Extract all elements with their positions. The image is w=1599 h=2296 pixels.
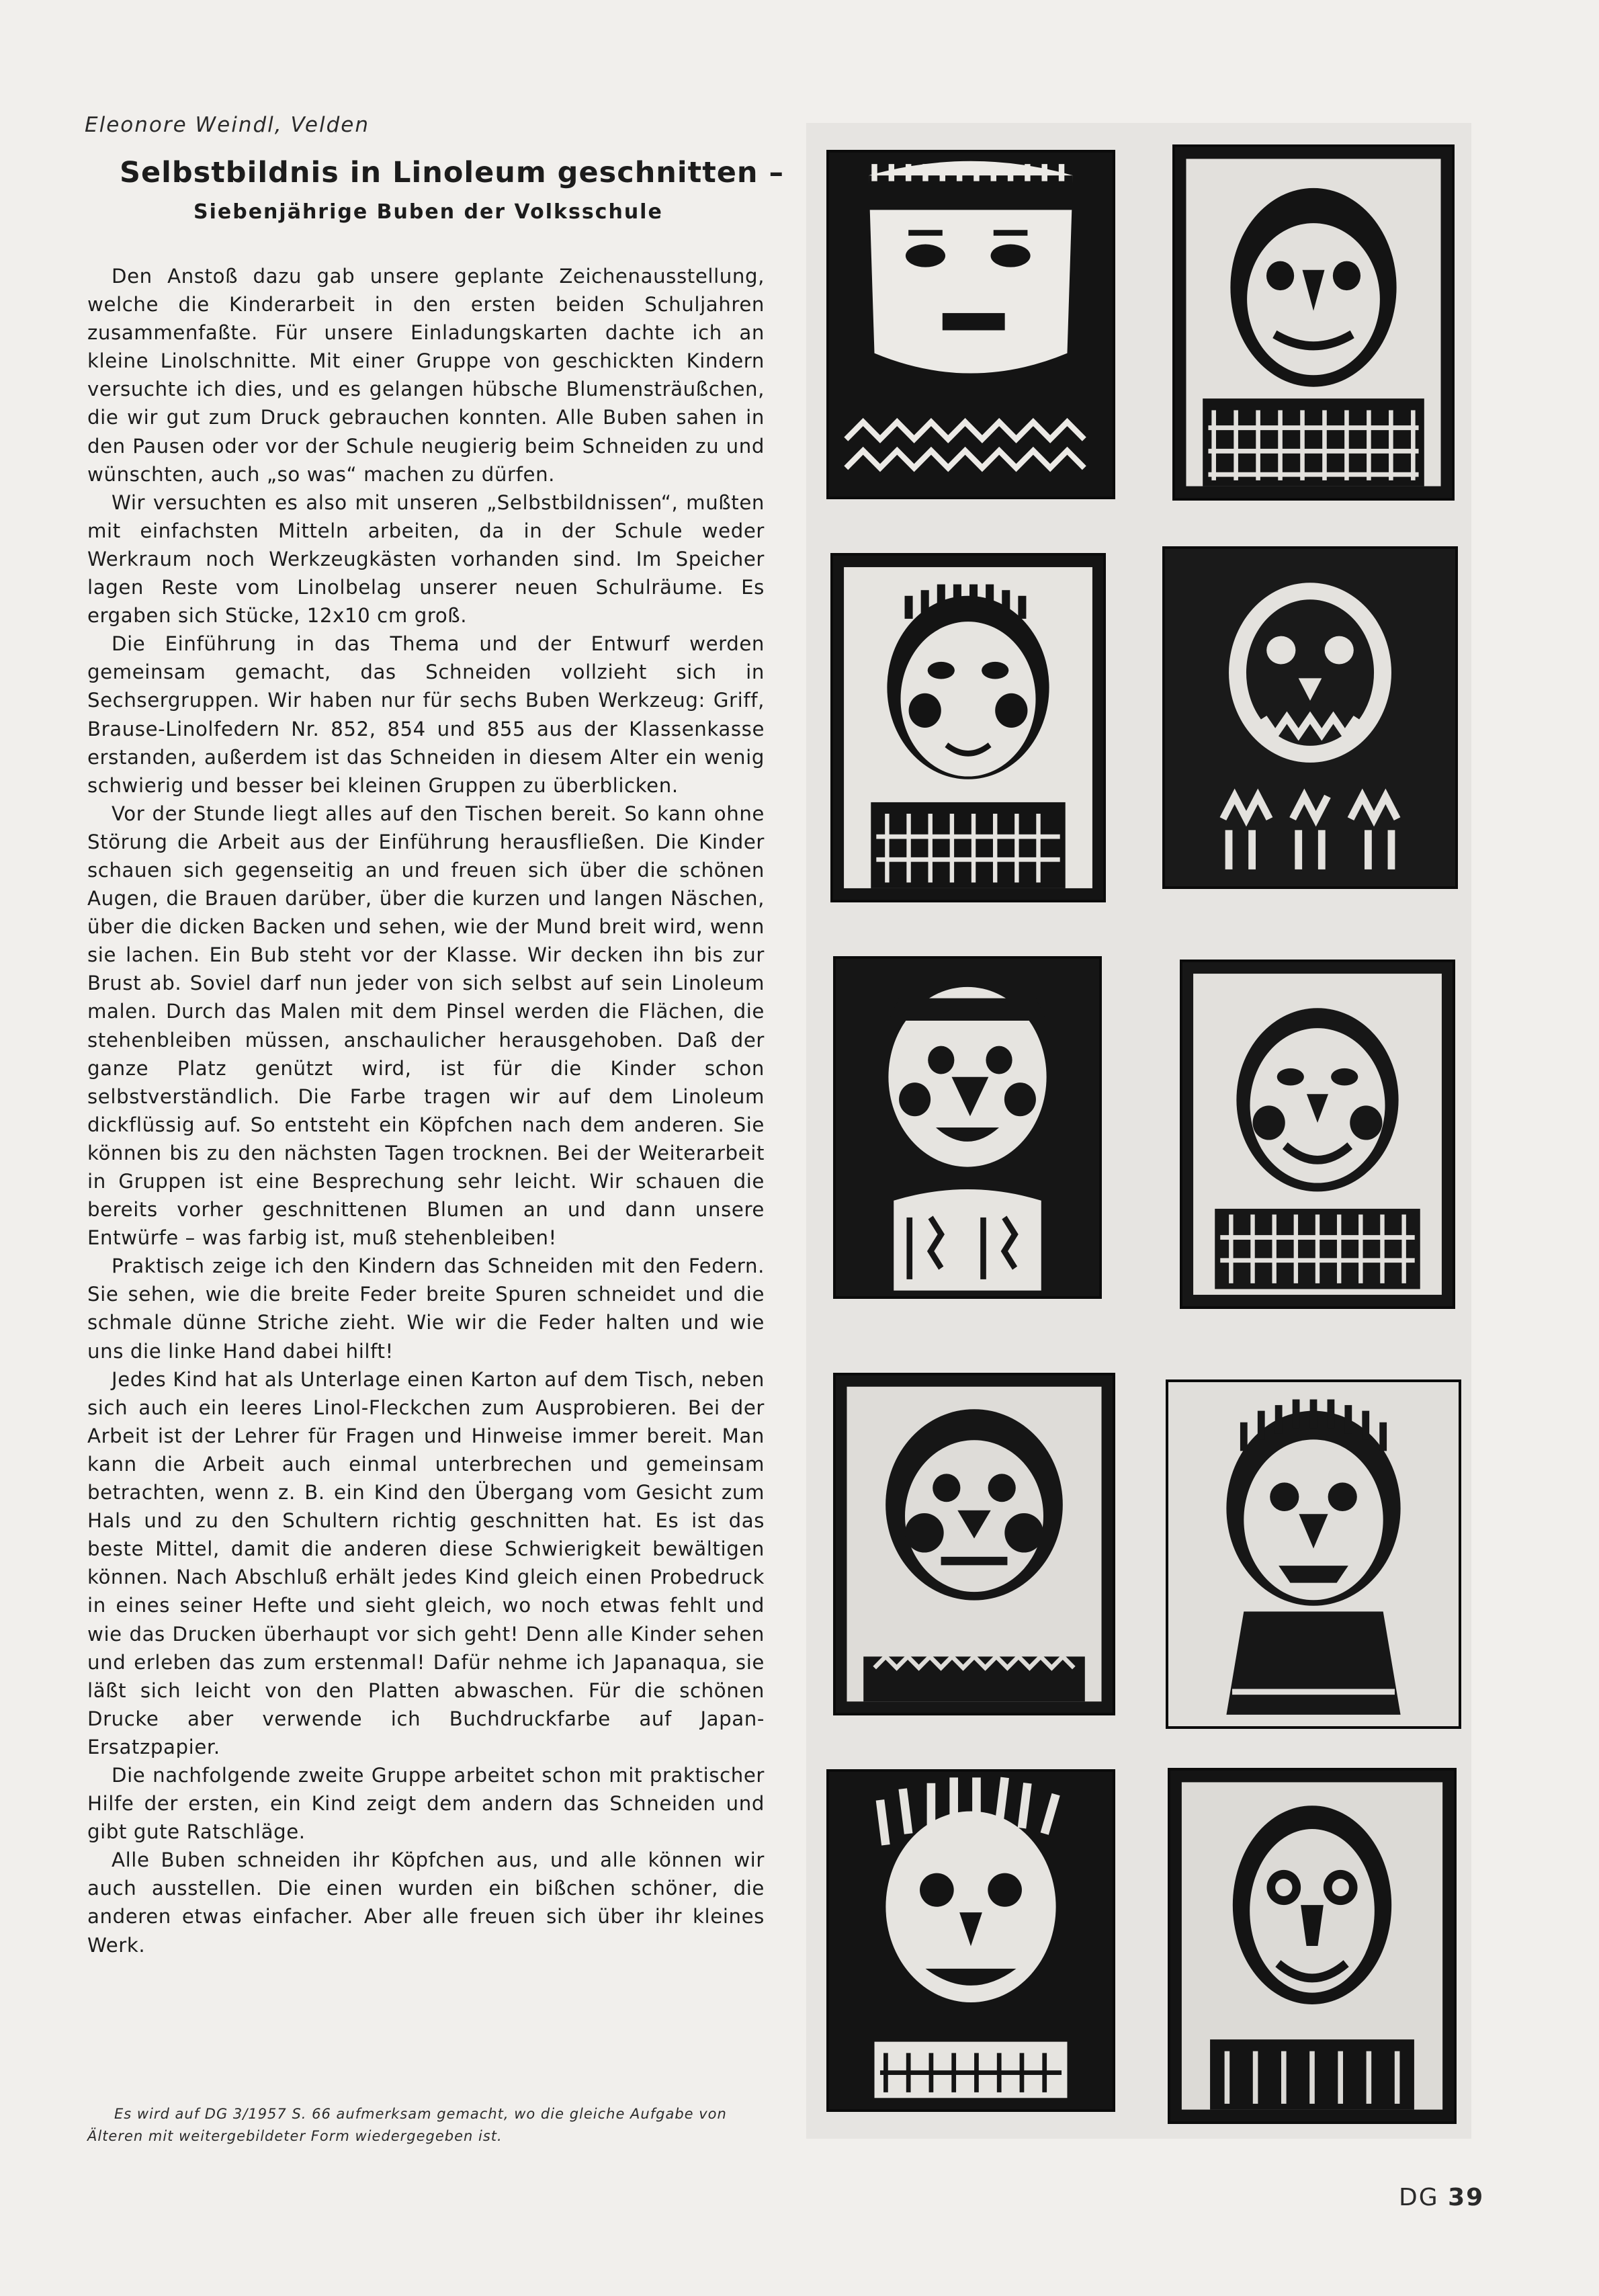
paragraph: Wir versuchten es also mit unseren „Selbstbildnissen“, mußten mit einfachsten Mitteln arbeiten, da in der Schule weder Werkraum noch Werkzeugkästen vorhanden sind. Im Speicher lagen Reste vom Linolbelag unserer neuen Schulräume. Es ergaben sich Stücke, 12x10 cm groß. <box>87 491 765 628</box>
linocut-portrait-4 <box>1162 546 1458 889</box>
paragraph: Jedes Kind hat als Unterlage einen Karton auf dem Tisch, neben sich auch ein leeres Linol-Fleckchen zum Ausprobieren. Bei der Arbeit ist der Lehrer für Fragen und Hinweise immer bereit. Man kann die Arbeit auch einmal unterbrechen und gemeinsam betrachten, wenn z. B. ein Kind den Übergang vom Gesicht zum Hals und zu den Schultern richtig geschnitten hat. Es ist das beste Mittel, damit die anderen diese Schwierigkeit bewältigen können. Nach Abschluß erhält jedes Kind gleich einen Probedruck in eines seiner Hefte und sieht gleich, wo noch etwas fehlt und wie das Drucken überhaupt vor sich geht! Denn alle Kinder sehen und erleben das zum erstenmal! Dafür nehme ich Japanaqua, sie läßt sich leicht von den Platten abwaschen. Für die schönen Drucke aber verwende ich Buchdruckfarbe auf Japan-Ersatzpapier. <box>87 1367 765 1758</box>
paragraph: Den Anstoß dazu gab unsere geplante Zeichenausstellung, welche die Kinderarbeit in den ersten beiden Schuljahren zusammenfaßte. Für unsere Einladungskarten dachte ich an kleine Linolschnitte. Mit einer Gruppe von geschickten Kindern versuchte ich dies, und es gelangen hübsche Blumensträußchen, die wir gut zum Druck gebrauchen konnten. Alle Buben sahen in den Pausen oder vor der Schule neugierig beim Schneiden zu und wünschten, auch „so was“ machen zu dürfen. <box>87 265 765 486</box>
linocut-portrait-icon <box>833 556 1103 900</box>
paragraph: Die nachfolgende zweite Gruppe arbeitet schon mit praktischer Hilfe der ersten, ein Kind zeigt dem andern das Schneiden und gibt gute Ratschläge. <box>87 1763 765 1844</box>
linocut-portrait-icon <box>829 1772 1113 2109</box>
linocut-portrait-icon <box>1170 1771 1454 2121</box>
paragraph: Alle Buben schneiden ihr Köpfchen aus, und alle können wir auch ausstellen. Die einen wurden ein bißchen schöner, die anderen etwas einfacher. Aber alle freuen sich über ihr kleines Werk. <box>87 1848 765 1957</box>
paragraph: Die Einführung in das Thema und der Entwurf werden gemeinsam gemacht, das Schneiden vollzieht sich in Sechsergruppen. Wir haben nur für sechs Buben Werkzeug: Griff, Brause-Linolfedern Nr. 852, 854 und 855 aus der Klassenkasse erstanden, außerdem ist das Schneiden in diesem Alter ein wenig schwierig und besser bei kleinen Gruppen zu überblicken. <box>87 632 765 797</box>
footnote: Es wird auf DG 3/1957 S. 66 aufmerksam gemacht, wo die gleiche Aufgabe von Älteren mit weitergebildeter Form wiedergegeben ist. <box>87 2106 727 2144</box>
article-body <box>87 262 765 1959</box>
article-title: Selbstbildnis in Linoleum geschnitten – <box>120 156 785 189</box>
linocut-portrait-1 <box>826 150 1115 499</box>
linocut-portrait-icon <box>829 153 1113 497</box>
linocut-portrait-icon <box>1182 962 1453 1306</box>
linocut-portrait-icon <box>836 1375 1113 1713</box>
author-line: Eleonore Weindl, Velden <box>85 113 370 137</box>
linocut-portrait-icon <box>1165 549 1455 886</box>
linocut-portrait-icon <box>836 959 1099 1296</box>
page-number: 39 <box>1448 2184 1485 2211</box>
journal-abbreviation: DG <box>1399 2184 1439 2211</box>
article-subtitle: Siebenjährige Buben der Volksschule <box>193 200 663 224</box>
paragraph: Praktisch zeige ich den Kindern das Schneiden mit den Federn. Sie sehen, wie die breite Feder breite Spuren schneidet und die schmale dünne Striche zieht. Wie wir die Feder halten und wie uns die linke Hand dabei hilft! <box>87 1255 765 1363</box>
linocut-portrait-icon <box>1175 147 1452 498</box>
linocut-portrait-icon <box>1168 1382 1459 1726</box>
linocut-portrait-5 <box>833 956 1102 1299</box>
linocut-plate <box>806 123 1471 2139</box>
linocut-portrait-2 <box>1172 144 1455 501</box>
linocut-portrait-8 <box>1166 1379 1461 1729</box>
linocut-portrait-10 <box>1168 1768 1457 2124</box>
linocut-portrait-6 <box>1180 960 1455 1309</box>
linocut-portrait-3 <box>830 553 1106 902</box>
linocut-portrait-7 <box>833 1373 1115 1715</box>
linocut-portrait-9 <box>826 1769 1115 2112</box>
paragraph: Vor der Stunde liegt alles auf den Tischen bereit. So kann ohne Störung die Arbeit aus der Einführung herausfließen. Die Kinder schauen sich gegenseitig an und freuen sich über die schönen Augen, die Brauen darüber, über die kurzen und langen Näschen, über die dicken Backen und sehen, wie der Mund breit wird, wenn sie lachen. Ein Bub steht vor der Klasse. Wir decken ihn bis zur Brust ab. Soviel darf nun jeder von sich selbst auf sein Linoleum malen. Durch das Malen mit dem Pinsel werden die Flächen, die stehenbleiben müssen, anschaulicher herausgehoben. Daß der ganze Platz genützt wird, ist für die Kinder schon selbstverständlich. Die Farbe tragen wir auf dem Linoleum dickflüssig auf. So entsteht ein Köpfchen nach dem anderen. Sie können bis zu den nächsten Tagen trocknen. Bei der Weiterarbeit in Gruppen ist eine Besprechung sehr leicht. Wir schauen die bereits vorher geschnittenen Blumen an und dann unsere Entwürfe – was farbig ist, muß stehenbleiben! <box>87 802 765 1250</box>
page-footer <box>1399 2184 1484 2211</box>
